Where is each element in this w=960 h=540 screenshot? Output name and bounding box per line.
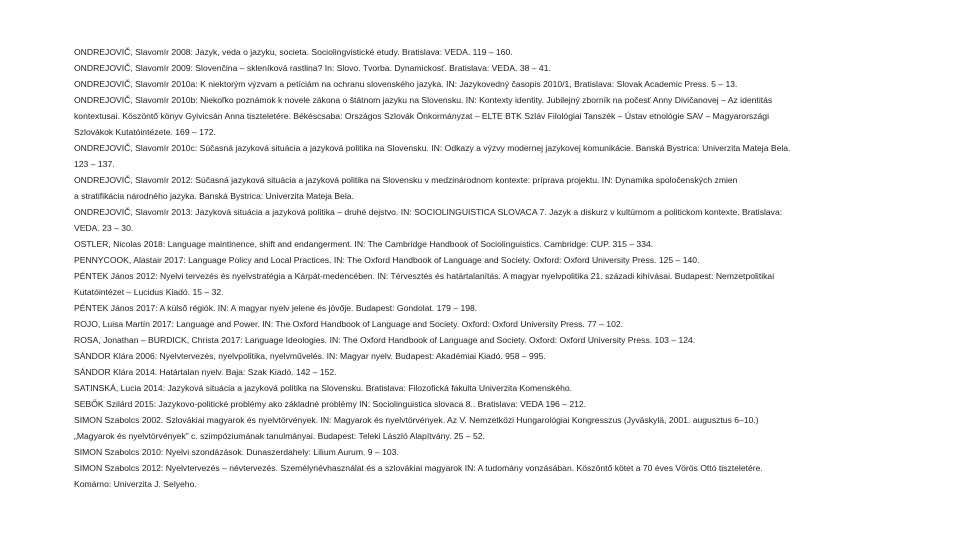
reference-line: PENNYCOOK, Alastair 2017: Language Policy and Local Practices. IN: The Oxford Handbook of Language and Society. Oxford: Oxford University Press. 125 – 140. — [74, 255, 700, 265]
reference-line: Komárno: Univerzita J. Selyeho. — [74, 479, 197, 489]
bibliography-list — [74, 44, 906, 492]
reference-entry — [74, 60, 906, 76]
reference-entry — [74, 300, 906, 316]
reference-line: SIMON Szabolcs 2010: Nyelvi szondázások. Dunaszerdahely: Lilium Aurum. 9 – 103. — [74, 447, 399, 457]
reference-line: SEBŐK Szilárd 2015: Jazykovo-politické problémy ako základné problémy IN: Sociolinguistica slovaca 8.. Bratislava: VEDA 196 – 212. — [74, 399, 587, 409]
reference-entry — [74, 348, 906, 364]
reference-line: PÉNTEK János 2017: A külső régiók. IN: A magyar nyelv jelene és jövője. Budapest: Gondolat. 179 – 198. — [74, 303, 478, 313]
reference-entry — [74, 76, 906, 92]
reference-line: 123 – 137. — [74, 159, 115, 169]
reference-line: ROSA, Jonathan – BURDICK, Christa 2017: Language Ideologies. IN: The Oxford Handbook of Language and Society. Oxford: Oxford University Press. 103 – 124. — [74, 335, 696, 345]
reference-entry — [74, 44, 906, 60]
reference-line: ONDREJOVIČ, Slavomír 2010a: K niektorým výzvam a petíciám na ochranu slovenského jazyka. IN: Jazykovedný časopis 2010/1, Bratislava: Slovak Academic Press. 5 – 13. — [74, 79, 738, 89]
reference-line: kontextusai. Köszöntő könyv Gyivicsán Anna tiszteletére. Békéscsaba: Országos Szlovák Önkormányzat – ELTE BTK Szláv Filológiai Tanszék – Ústav etnológie SAV – Magyarországi — [74, 111, 769, 121]
reference-line: ONDREJOVIČ, Slavomír 2008: Jazyk, veda o jazyku, societa. Sociolingvistické etudy. Bratislava: VEDA. 119 – 160. — [74, 47, 513, 57]
reference-line: ONDREJOVIČ, Slavomír 2009: Slovenčina – skleníková rastlina? In: Slovo. Tvorba. Dynamickosť. Bratislava: VEDA. 38 – 41. — [74, 63, 551, 73]
reference-entry — [74, 316, 906, 332]
reference-entry — [74, 172, 906, 204]
reference-line: ONDREJOVIČ, Slavomír 2010b: Niekoľko poznámok k novele zákona o štátnom jazyku na Slovensku. IN: Kontexty identity. Jubilejný zborník na počesť Anny Divičanovej – Az identitás — [74, 95, 773, 105]
reference-line: Kutatóintézet – Lucidus Kiadó. 15 – 32. — [74, 287, 224, 297]
reference-line: ONDREJOVIČ, Slavomír 2010c: Súčasná jazyková situácia a jazyková politika na Slovensku. IN: Odkazy a výzvy modernej jazykovej komunikácie. Banská Bystrica: Univerzita Mateja Bela. — [74, 143, 791, 153]
reference-line: ROJO, Luisa Martín 2017: Language and Power. IN: The Oxford Handbook of Language and Society. Oxford: Oxford University Press. 77 – 102. — [74, 319, 624, 329]
reference-line: ONDREJOVIČ, Slavomír 2012: Súčasná jazyková situácia a jazyková politika na Slovensku v medzinárodnom kontexte: príprava projektu. IN: Dynamika spoločenských zmien — [74, 175, 738, 185]
reference-entry — [74, 236, 906, 252]
reference-line: Szlovákok Kutatóintézete. 169 – 172. — [74, 127, 216, 137]
reference-line: SIMON Szabolcs 2002. Szlovákiai magyarok és nyelvtörvények. IN: Magyarok és nyelvtörvények. Az V. Nemzetközi Hungarológiai Kongresszus (Jyväskylä, 2001. augusztus 6–10.) — [74, 415, 759, 425]
reference-entry — [74, 412, 906, 444]
reference-entry — [74, 204, 906, 236]
reference-entry — [74, 332, 906, 348]
reference-entry — [74, 460, 906, 492]
reference-line: PÉNTEK János 2012: Nyelvi tervezés és nyelvstratégia a Kárpát-medencében. IN: Térvesztés és határtalanítás. A magyar nyelvpolitika 21. századi kihívásai. Budapest: Nemzetpolitikai — [74, 271, 775, 281]
reference-entry — [74, 140, 906, 172]
reference-entry — [74, 252, 906, 268]
reference-line: SATINSKÁ, Lucia 2014: Jazyková situácia a jazyková politika na Slovensku. Bratislava: Filozofická fakulta Univerzita Komenského. — [74, 383, 573, 393]
reference-entry — [74, 92, 906, 140]
reference-line: SÁNDOR Klára 2006: Nyelvtervezés, nyelvpolitika, nyelvművelés. IN: Magyar nyelv. Budapest: Akadémiai Kiadó. 958 – 995. — [74, 351, 546, 361]
reference-line: ONDREJOVIČ, Slavomír 2013: Jazyková situácia a jazyková politika – druhé dejstvo. IN: SOCIOLINGUISTICA SLOVACA 7. Jazyk a diskurz v kultúrnom a politickom kontexte. Bratislava: — [74, 207, 783, 217]
reference-line: SÁNDOR Klára 2014. Határtalan nyelv. Baja: Szak Kiadó. 142 – 152. — [74, 367, 337, 377]
reference-entry — [74, 364, 906, 380]
reference-entry — [74, 380, 906, 396]
reference-line: a stratifikácia národného jazyka. Banská Bystrica: Univerzita Mateja Bela. — [74, 191, 354, 201]
reference-entry — [74, 268, 906, 300]
reference-entry — [74, 396, 906, 412]
reference-line: SIMON Szabolcs 2012: Nyelvtervezés – névtervezés. Személynévhasználat és a szlovákiai magyarok IN: A tudomány vonzásában. Köszöntő kötet a 70 éves Vörös Ottó tiszteletére. — [74, 463, 763, 473]
reference-line: VEDA. 23 – 30. — [74, 223, 134, 233]
reference-line: OSTLER, Nicolas 2018: Language maintinence, shift and endangerment. IN: The Cambridge Handbook of Sociolinguistics. Cambridge: CUP. 315 – 334. — [74, 239, 654, 249]
reference-entry — [74, 444, 906, 460]
reference-line: „Magyarok és nyelvtörvények” c. szimpóziumának tanulmányai. Budapest: Teleki László Alapítvány. 25 – 52. — [74, 431, 485, 441]
